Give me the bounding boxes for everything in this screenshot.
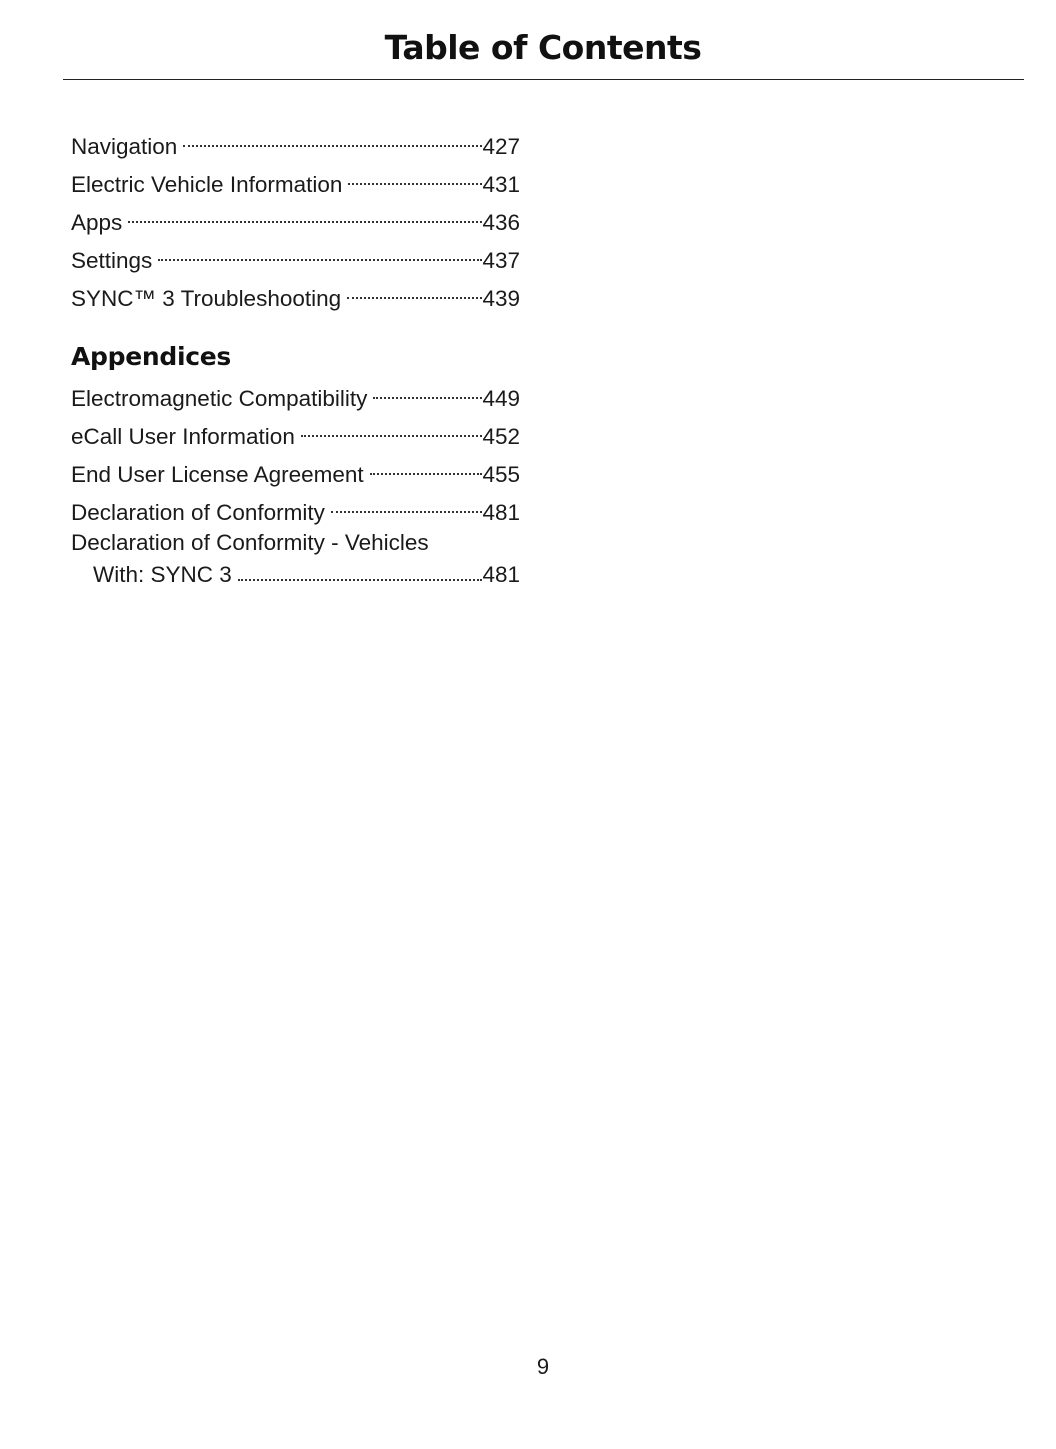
toc-entry-page: 449 bbox=[482, 386, 520, 411]
toc-entry-electric-vehicle-information[interactable] bbox=[71, 162, 520, 200]
toc-entry-settings[interactable] bbox=[71, 238, 520, 276]
toc-entry-title-line1: Declaration of Conformity - Vehicles bbox=[71, 530, 429, 555]
toc-entry-title: Settings bbox=[71, 248, 153, 273]
dot-leader bbox=[301, 414, 483, 444]
toc-entry-title: Apps bbox=[71, 210, 123, 235]
toc-entry-page: 437 bbox=[482, 248, 520, 273]
table-of-contents bbox=[71, 124, 520, 588]
toc-entry-page: 439 bbox=[482, 286, 520, 311]
toc-entry-page: 431 bbox=[482, 172, 520, 197]
toc-entry-page: 481 bbox=[482, 562, 520, 587]
dot-leader bbox=[347, 276, 482, 306]
header-divider bbox=[63, 79, 1024, 80]
toc-entry-title: End User License Agreement bbox=[71, 462, 364, 487]
toc-entry-page: 481 bbox=[482, 500, 520, 525]
dot-leader bbox=[370, 452, 483, 482]
toc-entry-end-user-license-agreement[interactable] bbox=[71, 452, 520, 490]
dot-leader bbox=[373, 376, 482, 406]
dot-leader bbox=[331, 490, 483, 520]
toc-entry-ecall-user-information[interactable] bbox=[71, 414, 520, 452]
toc-entry-declaration-of-conformity-vehicles-sync-3[interactable] bbox=[71, 528, 520, 588]
toc-entry-declaration-of-conformity[interactable] bbox=[71, 490, 520, 528]
dot-leader bbox=[238, 558, 483, 582]
toc-entry-page: 452 bbox=[482, 424, 520, 449]
toc-entry-title: Electric Vehicle Information bbox=[71, 172, 343, 197]
dot-leader bbox=[183, 124, 482, 154]
toc-entry-sync-3-troubleshooting[interactable] bbox=[71, 276, 520, 314]
toc-entry-title: Declaration of Conformity bbox=[71, 500, 325, 525]
toc-entry-electromagnetic-compatibility[interactable] bbox=[71, 376, 520, 414]
page-number: 9 bbox=[536, 1354, 550, 1379]
toc-entry-title: Navigation bbox=[71, 134, 178, 159]
toc-entry-apps[interactable] bbox=[71, 200, 520, 238]
toc-entry-title: Electromagnetic Compatibility bbox=[71, 386, 368, 411]
toc-entry-title: SYNC™ 3 Troubleshooting bbox=[71, 286, 342, 311]
dot-leader bbox=[158, 238, 482, 268]
section-heading-appendices: Appendices bbox=[71, 342, 232, 371]
page-header bbox=[0, 24, 1056, 72]
toc-list-main bbox=[71, 124, 520, 314]
toc-list-appendices bbox=[71, 376, 520, 588]
dot-leader bbox=[128, 200, 482, 230]
toc-entry-title-line2: With: SYNC 3 bbox=[93, 562, 232, 587]
page-title: Table of Contents bbox=[384, 28, 702, 67]
toc-entry-title: eCall User Information bbox=[71, 424, 295, 449]
toc-entry-page: 436 bbox=[482, 210, 520, 235]
toc-entry-page: 427 bbox=[482, 134, 520, 159]
dot-leader bbox=[348, 162, 482, 192]
toc-entry-navigation[interactable] bbox=[71, 124, 520, 162]
toc-entry-continuation bbox=[71, 558, 520, 588]
toc-entry-page: 455 bbox=[482, 462, 520, 487]
